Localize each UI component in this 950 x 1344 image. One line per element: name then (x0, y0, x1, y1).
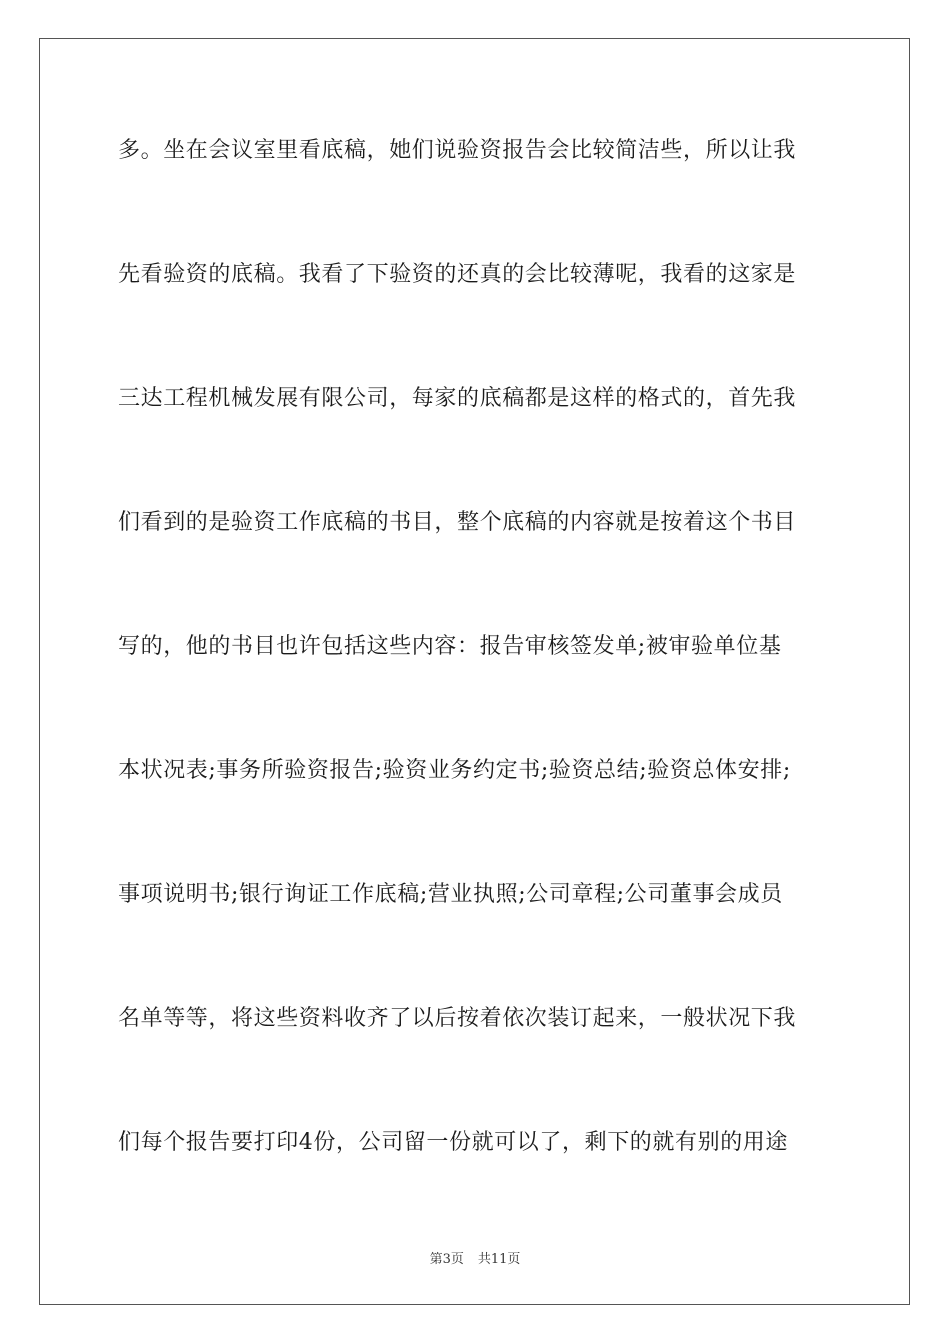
page-number: 第3页 (429, 1252, 464, 1267)
body-line: 多。坐在会议室里看底稿，她们说验资报告会比较简洁些，所以让我 (118, 138, 797, 163)
body-line: 写的，他的书目也许包括这些内容：报告审核签发单;被审验单位基 (118, 634, 782, 659)
body-line: 们每个报告要打印4份，公司留一份就可以了，剩下的就有别的用途 (118, 1130, 788, 1155)
body-line: 们看到的是验资工作底稿的书目，整个底稿的内容就是按着这个书目 (118, 510, 797, 535)
page-footer (0, 1248, 950, 1267)
document-body (118, 128, 838, 1244)
page-total: 共11页 (477, 1252, 521, 1267)
body-line: 三达工程机械发展有限公司，每家的底稿都是这样的格式的，首先我 (118, 386, 797, 411)
body-line: 先看验资的底稿。我看了下验资的还真的会比较薄呢，我看的这家是 (118, 262, 797, 287)
body-line: 事项说明书;银行询证工作底稿;营业执照;公司章程;公司董事会成员 (118, 882, 783, 907)
body-line: 名单等等，将这些资料收齐了以后按着依次装订起来，一般状况下我 (118, 1006, 797, 1031)
body-line: 本状况表;事务所验资报告;验资业务约定书;验资总结;验资总体安排; (118, 758, 791, 783)
